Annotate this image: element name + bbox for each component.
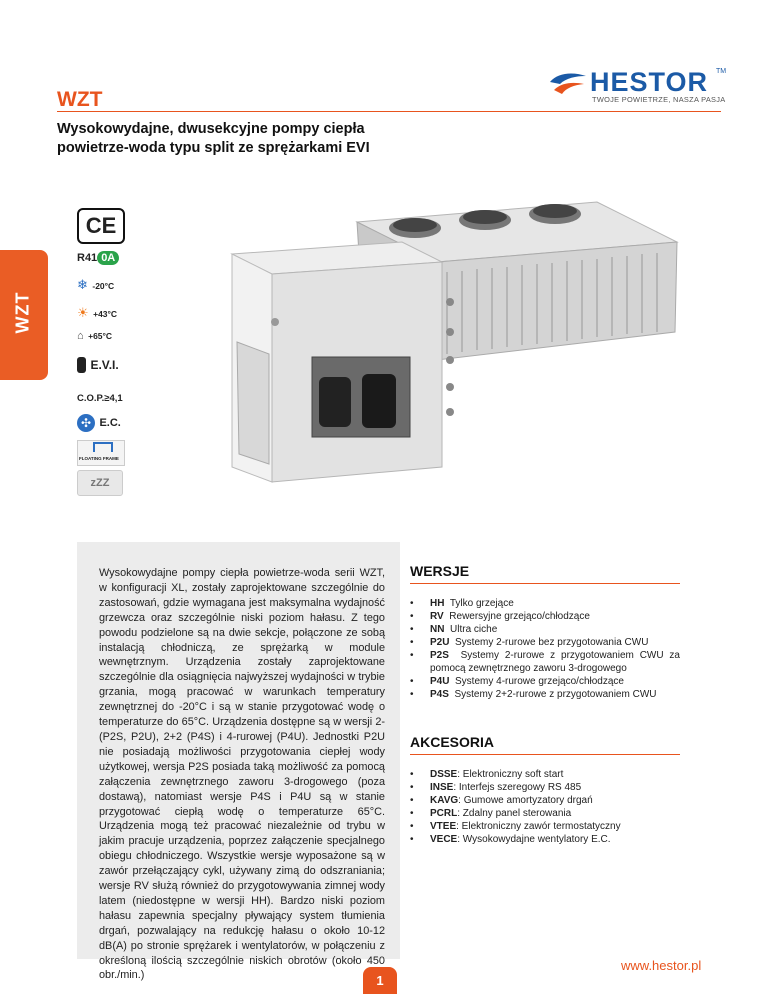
website-link[interactable]: www.hestor.pl [621, 958, 702, 973]
accessories-divider [410, 754, 680, 755]
accessories-title: AKCESORIA [410, 734, 495, 750]
versions-title: WERSJE [410, 563, 470, 579]
list-item: • KAVG: Gumowe amortyzatory drgań [410, 794, 680, 807]
logo-mark-icon [548, 68, 588, 98]
list-item: • P4U Systemy 4-rurowe grzejąco/chłodzące [410, 675, 680, 688]
frame-glyph-icon [93, 442, 113, 452]
silent-icon: zZZ [77, 470, 123, 496]
sun-icon: ☀ [77, 305, 89, 320]
floating-frame-icon: FLOATING FRAME [77, 440, 125, 466]
list-item: • RV Rewersyjne grzejąco/chłodzące [410, 610, 680, 623]
evi-badge: E.V.I. [77, 356, 119, 374]
logo-tagline: TWOJE POWIETRZE, NASZA PASJA [592, 95, 726, 104]
heat-pump-illustration [57, 182, 721, 502]
cop-badge: C.O.P.≥4,1 [77, 393, 123, 404]
list-item: • P2S Systemy 2-rurowe z przygotowaniem CWU za pomocą zewnętrznego zaworu 3-drogowego [410, 649, 680, 675]
page-number: 1 [376, 973, 384, 988]
accessories-section [410, 734, 680, 846]
water-temp-badge: ⌂ +65°C [77, 330, 113, 342]
ec-badge: ✣ E.C. [77, 414, 121, 432]
hestor-logo [548, 68, 728, 104]
versions-divider [410, 583, 680, 584]
page-title: WZT [57, 88, 103, 111]
list-item: • HH Tylko grzejące [410, 597, 680, 610]
list-item: • VECE: Wysokowydajne wentylatory E.C. [410, 833, 680, 846]
list-item: • P2U Systemy 2-rurowe bez przygotowania CWU [410, 636, 680, 649]
shower-icon: ⌂ [77, 330, 84, 342]
ce-mark-icon: CE [77, 208, 125, 244]
versions-list [410, 597, 680, 701]
list-item: • P4S Systemy 2+2-rurowe z przygotowaniem CWU [410, 688, 680, 701]
fan-icon: ✣ [77, 414, 95, 432]
list-item: • NN Ultra ciche [410, 623, 680, 636]
snowflake-icon: ❄ [77, 277, 88, 292]
list-item: • DSSE: Elektroniczny soft start [410, 768, 680, 781]
max-temp-badge: ☀ +43°C [77, 305, 118, 320]
logo-trademark: TM [716, 68, 727, 75]
accessories-list [410, 768, 680, 846]
min-temp-badge: ❄ -20°C [77, 277, 115, 292]
logo-brand: HESTOR [590, 67, 709, 97]
description-text: Wysokowydajne pompy ciepła powietrze-woda serii WZT, w konfiguracji XL, zostały zaprojektowane szczególnie do zastosowań, gdzie wymagana jest maksymalna wydajność grzewcza oraz szczególnie niski poziom hałasu. Z tego powodu podzielone są na dwie sekcje, połączone ze sobą instalacją chłodniczą, ze sprężarką w module wewnętrznym. Urządzenia zostały zaprojektowane szczególnie dla osiągnięcia najwyższej wydajności w trybie grzania, mogą pracować w warunkach temperatury zewnętrznej do -20°C i są w stanie przygotować wodę o temperaturze do 65°C. Urządzenia dostępne są w wersji 2- (P2S, P2U), 2+2 (P4S) i 4-rurowej (P4U). Jednostki P2U nie posiadają możliwości przygotowania ciepłej wody użytkowej, wersja P2S posiada taką możliwość za pomocą załączenia zewnętrznego zaworu 3-drogowego (poza dostawą), natomiast wersje P4S i P4U są w stanie przygotować ciepłą wodę o temperaturze 65°C. Urządzenia mogą też pracować niezależnie od trybu w jakim pracuje urządzenia, poprzez załączenie specjalnego obiegu chłodniczego. Wszystkie wersje wyposażone są w zawór przełączający cykl, używany zimą do odszraniania; wersje RV służą również do przygotowywania zimnej wody latem (niedostępne w wersji HH). Bardzo niski poziom hałasu zapewnia specjalny pływający system tłumienia drgań, pozwalający na redukcję hałasu o około 10-12 dB(A) po stronie sprężarek i wentylatorów, w połączeniu z określoną ilością szczególnie niskich obrotów (około 450 obr./min.) [99, 567, 385, 982]
list-item: • INSE: Interfejs szeregowy RS 485 [410, 781, 680, 794]
side-tab [0, 250, 48, 380]
page-subtitle: Wysokowydajne, dwusekcyjne pompy ciepła powietrze-woda typu split ze sprężarkami EVI [57, 121, 370, 156]
product-photo [57, 182, 721, 502]
list-item: • VTEE: Elektroniczny zawór termostatyczny [410, 820, 680, 833]
title-divider [57, 111, 721, 112]
versions-section [410, 563, 680, 701]
refrigerant-badge: R41 0A [77, 248, 119, 266]
list-item: • PCRL: Zdalny panel sterowania [410, 807, 680, 820]
side-tab-label: WZT [12, 291, 33, 334]
compressor-icon [77, 357, 86, 373]
page-number-tab [363, 967, 397, 994]
